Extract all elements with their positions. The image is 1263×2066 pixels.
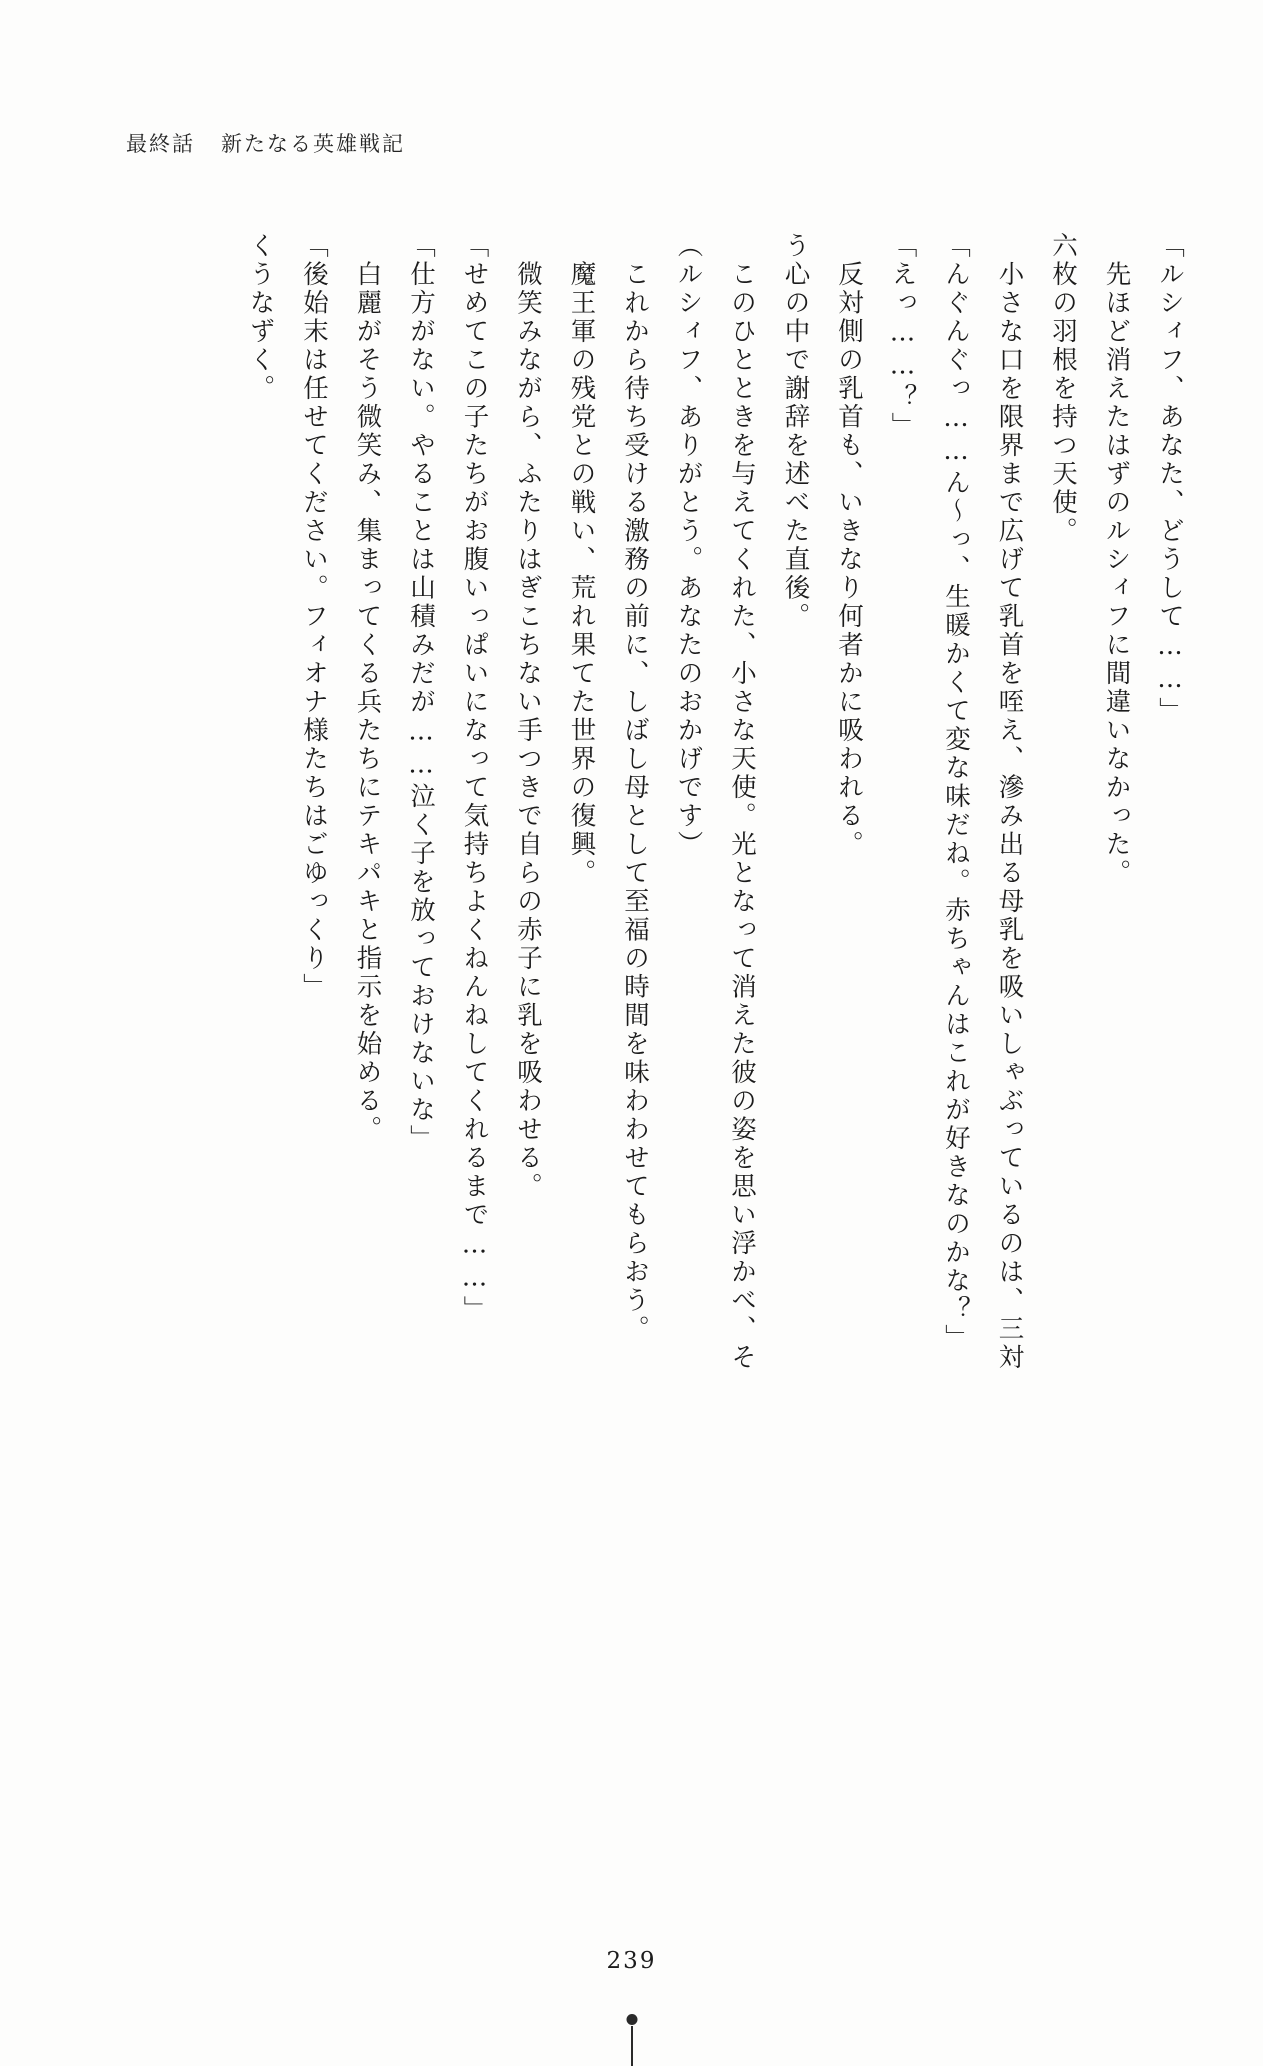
text-column: 先ほど消えたはずのルシィフに間違いなかった。: [1101, 232, 1132, 888]
text-column: 微笑みながら、ふたりはぎこちない手つきで自らの赤子に乳を吸わせる。: [513, 232, 543, 1201]
running-header: [126, 128, 405, 158]
text-column: 「んぐんぐっ……ん～っ、生暖かくて変な味だね。赤ちゃんはこれが好きなのかな？」: [941, 232, 971, 1353]
page-number: 239: [606, 1948, 657, 1974]
text-column: 小さな口を限界まで広げて乳首を咥え、滲み出る母乳を吸いしゃぶっているのは、三対: [994, 232, 1025, 1372]
text-column: （ルシィフ、ありがとう。あなたのおかげです）: [673, 232, 704, 859]
text-column: 「せめてこの子たちがお腹いっぱいになって気持ちよくねんねしてくれるまで……」: [459, 232, 490, 1324]
text-column: 「後始末は任せてください。フィオナ様たちはごゆっくり」: [299, 232, 329, 1002]
vertical-text-body: [233, 232, 1185, 1532]
text-column: 魔王軍の残党との戦い、荒れ果てた世界の復興。: [566, 232, 597, 888]
text-column: 反対側の乳首も、いきなり何者かに吸われる。: [834, 232, 864, 859]
chapter-title: 新たなる英雄戦記: [221, 132, 405, 156]
decorative-bottom-mark: [626, 2014, 638, 2066]
bottom-mark-stem: [631, 2026, 633, 2066]
text-column: このひとときを与えてくれた、小さな天使。光となって消えた彼の姿を思い浮かべ、そ: [727, 232, 757, 1372]
text-column: くうなずく。: [245, 232, 276, 403]
bottom-mark-dot: [626, 2014, 637, 2025]
text-column: 「ルシィフ、あなた、どうして……」: [1155, 232, 1185, 726]
text-column: これから待ち受ける激務の前に、しばし母として至福の時間を味わわせてもらおう。: [620, 232, 650, 1344]
text-column: 「えっ……？」: [887, 232, 918, 441]
chapter-number: 最終話: [126, 132, 195, 156]
text-column: 六枚の羽根を持つ天使。: [1048, 232, 1078, 546]
text-column: 白麗がそう微笑み、集まってくる兵たちにテキパキと指示を始める。: [352, 232, 383, 1144]
text-column: う心の中で謝辞を述べた直後。: [780, 232, 811, 631]
text-column: 「仕方がない。やることは山積みだが……泣く子を放っておけないな」: [406, 232, 436, 1153]
